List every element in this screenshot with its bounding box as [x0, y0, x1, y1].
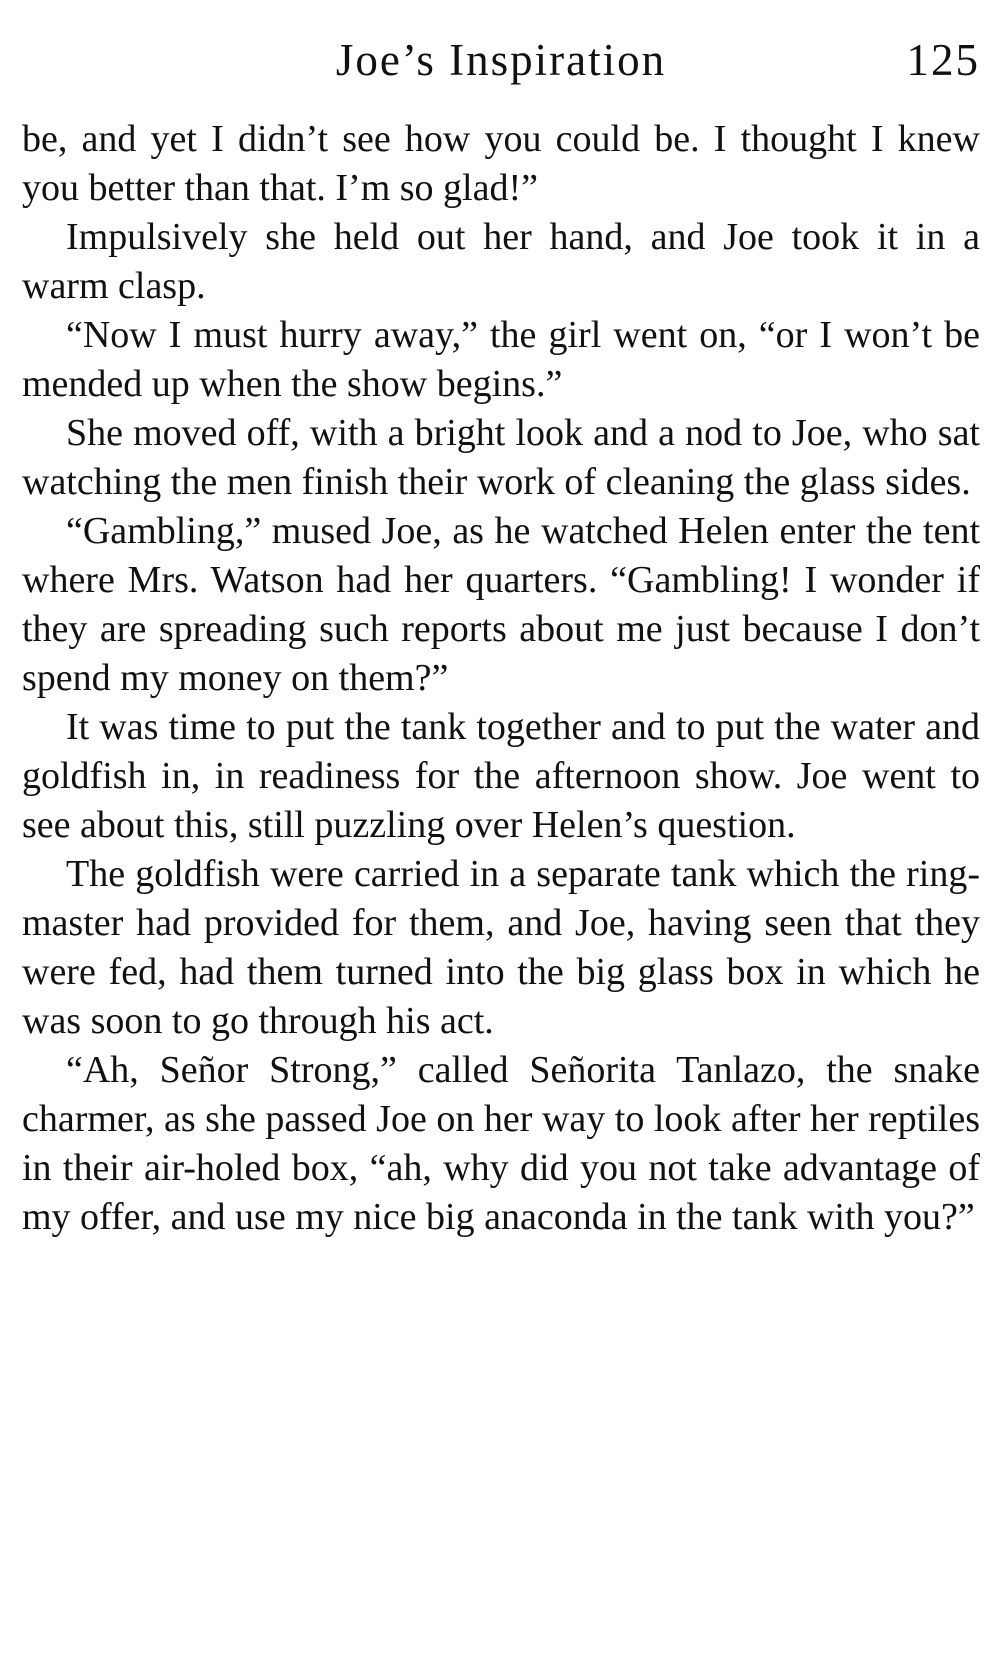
paragraph: “Now I must hurry away,” the girl went on, “or I won’t be mended up when the show begins.” — [22, 314, 980, 405]
page-number: 125 — [906, 35, 980, 85]
paragraph: “Ah, Señor Strong,” called Señorita Tanlazo, the snake charmer, as she passed Joe on her way to look after her reptiles in their air-holed box, “ah, why did you not take advantage of my offer, and use my nice big anaconda in the tank with you?” — [22, 1049, 980, 1238]
body-text — [22, 115, 980, 1242]
chapter-title: Joe’s Inspiration — [335, 35, 667, 85]
paragraph: She moved off, with a bright look and a nod to Joe, who sat watching the men finish their work of cleaning the glass sides. — [22, 412, 980, 503]
paragraph: The goldfish were carried in a separate tank which the ring-master had provided for them, and Joe, having seen that they were fed, had them turned into the big glass box in which he was soon to go through his act. — [22, 853, 980, 1042]
paragraph: It was time to put the tank together and to put the water and goldfish in, in readiness for the afternoon show. Joe went to see about this, still puzzling over Helen’s question. — [22, 706, 980, 846]
running-head — [22, 30, 980, 90]
paragraph: Impulsively she held out her hand, and Joe took it in a warm clasp. — [22, 216, 980, 307]
paragraph: “Gambling,” mused Joe, as he watched Helen enter the tent where Mrs. Watson had her quarters. “Gambling! I wonder if they are spreading such reports about me just because I don’t spend my money on them?” — [22, 510, 980, 699]
paragraph-continued: be, and yet I didn’t see how you could be. I thought I knew you better than that. I’m so glad!” — [22, 118, 980, 209]
